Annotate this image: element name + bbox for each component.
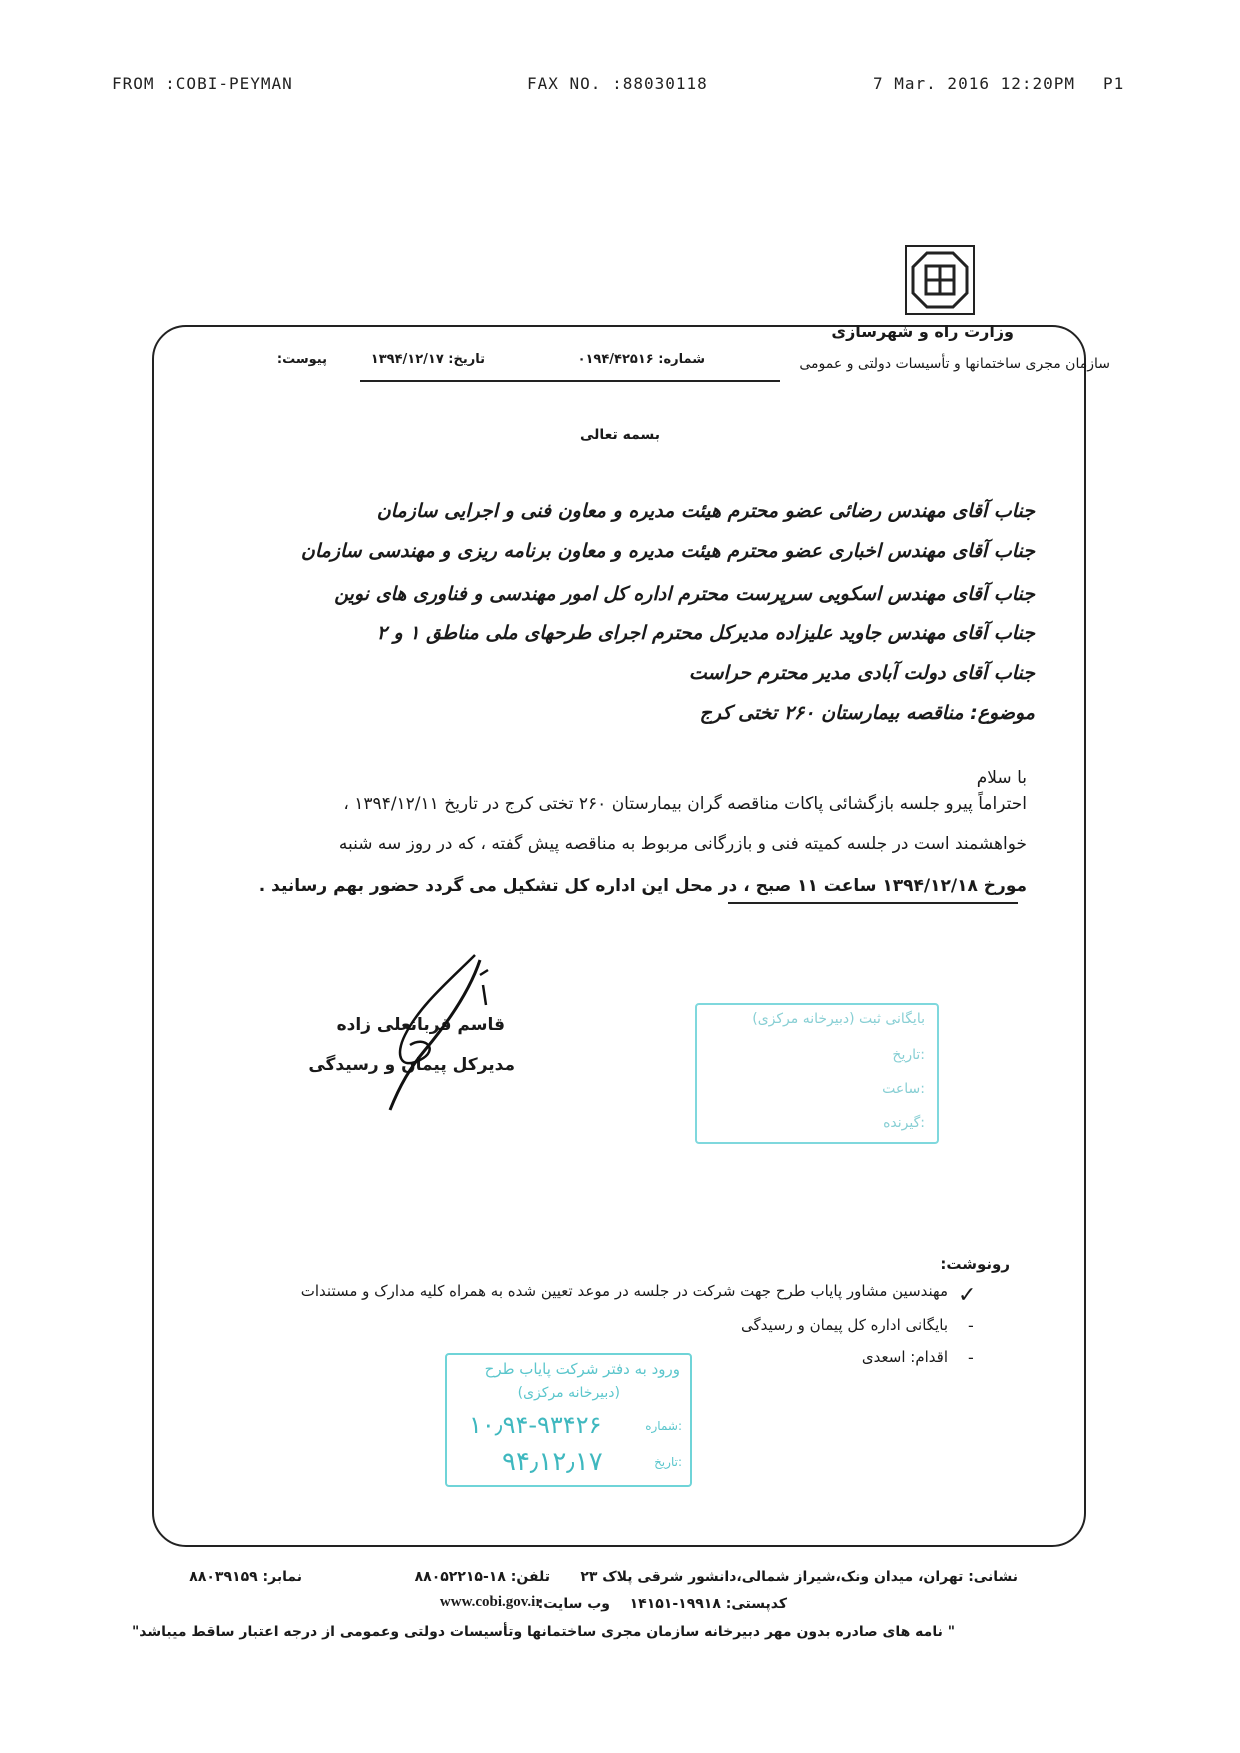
footer-fax: نمابر: ۸۸۰۳۹۱۵۹ [189,1569,302,1585]
ministry-logo-icon [905,245,975,315]
payab-receipt-stamp [445,1353,692,1487]
payab-stamp-date: ۹۴٫۱۲٫۱۷ [502,1447,603,1477]
addressee-2: جناب آقای مهندس اخباری عضو محترم هیئت مدیره و معاون برنامه ریزی و مهندسی سازمان [300,540,1035,562]
payab-stamp-subtitle: (دبیرخانه مرکزی) [517,1385,620,1401]
archive-stamp-title: بایگانی ثبت (دبیرخانه مرکزی) [752,1011,925,1027]
addressee-3: جناب آقای مهندس اسکویی سرپرست محترم اداره کل امور مهندسی و فناوری های نوین [334,583,1035,605]
greeting: با سلام [976,768,1027,788]
ministry-name: وزارت راه و شهرسازی [831,322,1014,341]
dash-icon: - [968,1348,974,1367]
archive-stamp [695,1003,939,1144]
footer-website: www.cobi.gov.ir [439,1594,542,1610]
dash-icon: - [968,1316,974,1335]
fax-number: FAX NO. :88030118 [527,74,708,93]
header-divider [360,380,780,382]
footer-notice: " نامه های صادره بدون مهر دبیرخانه سازمان مجری ساختمانها وتأسیسات دولتی وعمومی از درجه اعتبار ساقط میباشد" [132,1624,955,1640]
archive-stamp-date: تاریخ: [892,1047,925,1063]
handwritten-signature-icon [330,950,510,1124]
payab-stamp-number: ۱۰٫۹۴-۹۳۴۲۶ [469,1411,602,1439]
cc-label: رونوشت: [940,1255,1010,1273]
footer-postal: کدپستی: ۱۹۹۱۸-۱۴۱۵۱ [629,1596,787,1612]
addressee-4: جناب آقای مهندس جاوید علیزاده مدیرکل محترم اجرای طرحهای ملی مناطق ۱ و ۲ [376,622,1035,644]
footer-address: نشانی: تهران، میدان ونک،شیراز شمالی،دانشور شرقی پلاک ۲۳ [580,1569,1018,1585]
letter-number: شماره: ۰۱۹۴/۴۲۵۱۶ [577,352,705,367]
fax-from: FROM :COBI-PEYMAN [112,74,293,93]
bismillah: بسمه تعالی [579,427,661,443]
body-line-3: مورخ ۱۳۹۴/۱۲/۱۸ ساعت ۱۱ صبح ، در محل این اداره کل تشکیل می گردد حضور بهم رسانید . [258,876,1027,896]
addressee-1: جناب آقای مهندس رضائی عضو محترم هیئت مدیره و معاون فنی و اجرایی سازمان [376,500,1035,522]
body-line-2: خواهشمند است در جلسه کمیته فنی و بازرگانی مربوط به مناقصه پیش گفته ، که در روز سه شنبه [338,834,1027,854]
letter-date: تاریخ: ۱۳۹۴/۱۲/۱۷ [370,352,485,367]
cc-item-1: مهندسین مشاور پایاب طرح جهت شرکت در جلسه در موعد تعیین شده به همراه کلیه مدارک و مستندات [300,1282,948,1300]
letter-attachment: پیوست: [276,352,327,367]
footer-phone: تلفن: ۱۸-۸۸۰۵۲۲۱۵ [414,1569,550,1585]
footer-website-label: وب سایت: [537,1596,610,1612]
archive-stamp-receiver: گیرنده: [883,1115,925,1131]
cc-item-2: بایگانی اداره کل پیمان و رسیدگی [741,1316,948,1334]
fax-date: 7 Mar. 2016 12:20PM [873,74,1076,93]
addressee-5: جناب آقای دولت آبادی مدیر محترم حراست [688,662,1035,684]
organization-name: سازمان مجری ساختمانها و تأسیسات دولتی و عمومی [799,356,1110,372]
cc-item-3: اقدام: اسعدی [861,1348,948,1366]
body-line-1: احتراماً پیرو جلسه بازگشائی پاکات مناقصه گران بیمارستان ۲۶۰ تختی کرج در تاریخ ۱۳۹۴/۱۲/۱۱ ، [343,794,1027,814]
signatory-title: مدیرکل پیمان و رسیدگی [308,1055,515,1075]
archive-stamp-time: ساعت: [882,1081,925,1097]
subject: موضوع: مناقصه بیمارستان ۲۶۰ تختی کرج [699,702,1035,724]
payab-stamp-date-label: تاریخ: [654,1455,682,1469]
checkmark-icon: ✓ [958,1283,977,1308]
payab-stamp-number-label: شماره: [645,1419,682,1433]
fax-page: P1 [1103,74,1125,93]
signatory-name: قاسم قربانعلی زاده [336,1015,505,1035]
payab-stamp-title: ورود به دفتر شرکت پایاب طرح [484,1360,680,1378]
date-underline [728,902,1018,904]
